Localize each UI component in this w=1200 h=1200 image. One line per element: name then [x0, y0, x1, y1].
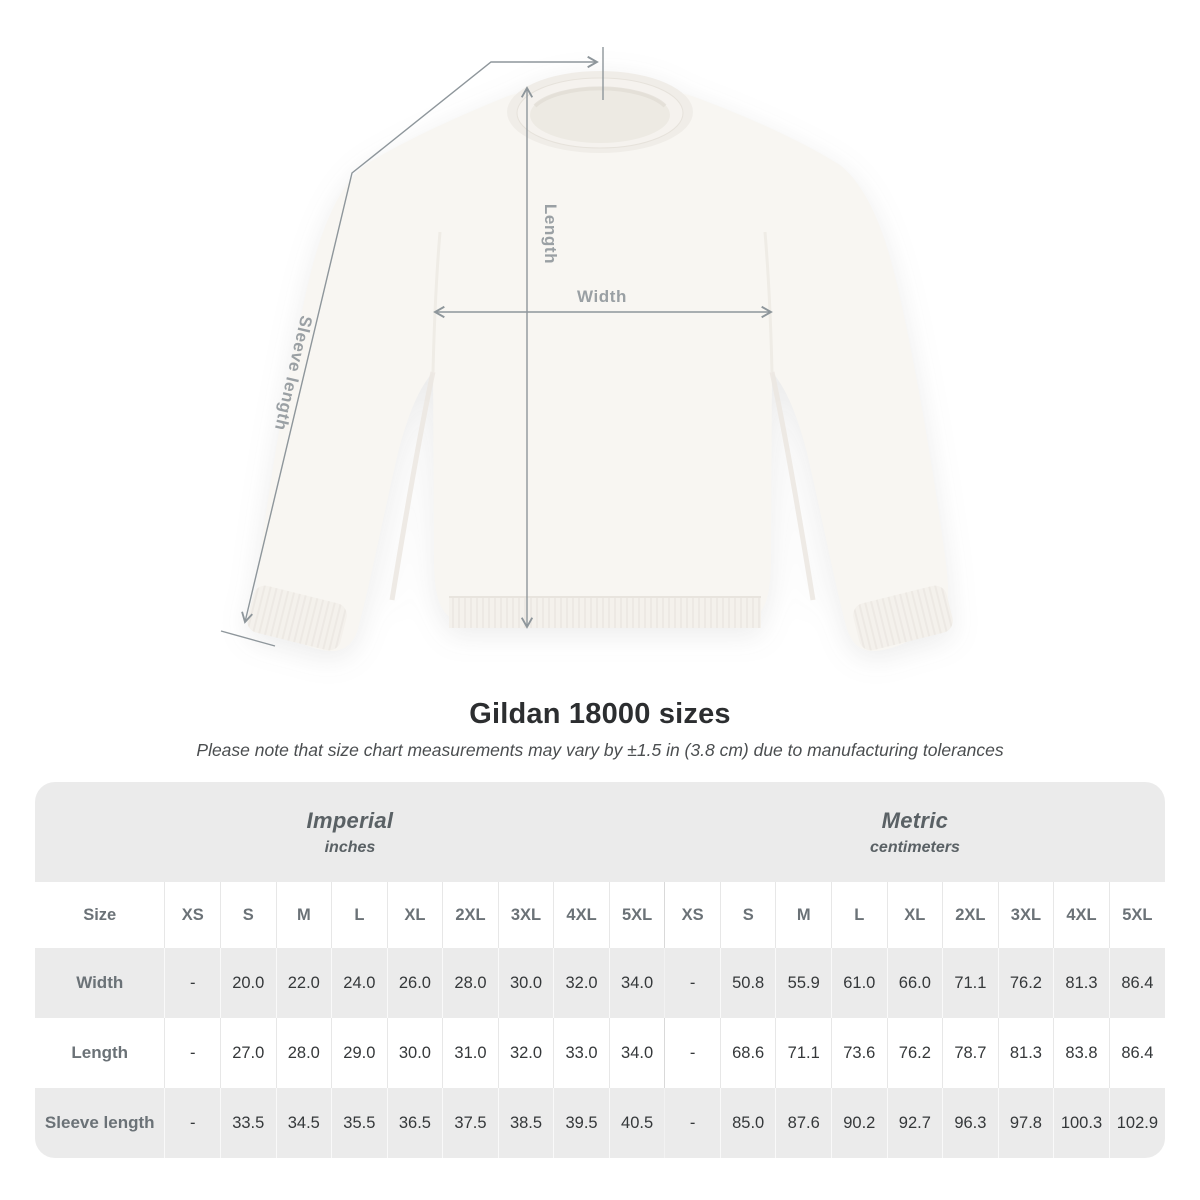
width-metric-5xl: 86.4: [1109, 948, 1165, 1018]
metric-size-3xl: 3XL: [998, 882, 1054, 948]
sleeve-metric-2xl: 96.3: [943, 1088, 999, 1158]
sleeve-metric-xs: -: [665, 1088, 721, 1158]
metric-group-unit: centimeters: [870, 838, 960, 856]
sleeve-metric-5xl: 102.9: [1109, 1088, 1165, 1158]
length-imperial-5xl: 34.0: [609, 1018, 665, 1088]
collar: [507, 71, 693, 153]
length-label: Length: [541, 203, 560, 265]
length-metric-5xl: 86.4: [1109, 1018, 1165, 1088]
sleeve-metric-l: 90.2: [832, 1088, 888, 1158]
sleeve-metric-m: 87.6: [776, 1088, 832, 1158]
length-imperial-m: 28.0: [276, 1018, 332, 1088]
length-metric-s: 68.6: [720, 1018, 776, 1088]
imperial-group-header: [35, 782, 665, 882]
size-chart-table: [35, 782, 1165, 1158]
width-imperial-m: 22.0: [276, 948, 332, 1018]
sweatshirt-garment: [245, 71, 956, 653]
length-imperial-xs: -: [165, 1018, 221, 1088]
row-label-sleeve-length: Sleeve length: [35, 1088, 165, 1158]
imperial-size-2xl: 2XL: [443, 882, 499, 948]
length-metric-m: 71.1: [776, 1018, 832, 1088]
metric-size-4xl: 4XL: [1054, 882, 1110, 948]
metric-size-xs: XS: [665, 882, 721, 948]
size-column-header: Size: [35, 882, 165, 948]
width-imperial-xl: 26.0: [387, 948, 443, 1018]
width-imperial-3xl: 30.0: [498, 948, 554, 1018]
imperial-size-3xl: 3XL: [498, 882, 554, 948]
width-metric-s: 50.8: [720, 948, 776, 1018]
imperial-size-l: L: [332, 882, 388, 948]
sleeve-metric-xl: 92.7: [887, 1088, 943, 1158]
sleeve-metric-s: 85.0: [720, 1088, 776, 1158]
table-row-width: [35, 948, 1165, 1018]
imperial-size-xs: XS: [165, 882, 221, 948]
sleeve-imperial-4xl: 39.5: [554, 1088, 610, 1158]
width-metric-2xl: 71.1: [943, 948, 999, 1018]
sleeve-length-label: Sleeve length: [270, 313, 316, 433]
sleeve-imperial-xs: -: [165, 1088, 221, 1158]
row-label-width: Width: [35, 948, 165, 1018]
imperial-group-unit: inches: [324, 838, 376, 856]
width-imperial-l: 24.0: [332, 948, 388, 1018]
metric-size-5xl: 5XL: [1109, 882, 1165, 948]
table-row-length: [35, 1018, 1165, 1088]
width-metric-3xl: 76.2: [998, 948, 1054, 1018]
width-metric-l: 61.0: [832, 948, 888, 1018]
sleeve-imperial-m: 34.5: [276, 1088, 332, 1158]
width-metric-xs: -: [665, 948, 721, 1018]
sleeve-imperial-5xl: 40.5: [609, 1088, 665, 1158]
length-imperial-3xl: 32.0: [498, 1018, 554, 1088]
length-metric-xl: 76.2: [887, 1018, 943, 1088]
sleeve-imperial-2xl: 37.5: [443, 1088, 499, 1158]
imperial-size-m: M: [276, 882, 332, 948]
imperial-group-name: Imperial: [306, 807, 394, 833]
width-metric-m: 55.9: [776, 948, 832, 1018]
imperial-size-4xl: 4XL: [554, 882, 610, 948]
sleeve-imperial-s: 33.5: [221, 1088, 277, 1158]
metric-group-header: [665, 782, 1165, 882]
row-label-length: Length: [35, 1018, 165, 1088]
imperial-size-5xl: 5XL: [609, 882, 665, 948]
sleeve-imperial-l: 35.5: [332, 1088, 388, 1158]
sleeve-imperial-3xl: 38.5: [498, 1088, 554, 1158]
page-title: Gildan 18000 sizes: [469, 698, 731, 730]
width-imperial-s: 20.0: [221, 948, 277, 1018]
sleeve-metric-4xl: 100.3: [1054, 1088, 1110, 1158]
length-metric-xs: -: [665, 1018, 721, 1088]
imperial-size-xl: XL: [387, 882, 443, 948]
length-imperial-l: 29.0: [332, 1018, 388, 1088]
length-imperial-4xl: 33.0: [554, 1018, 610, 1088]
metric-group-name: Metric: [881, 807, 949, 833]
width-imperial-4xl: 32.0: [554, 948, 610, 1018]
length-metric-l: 73.6: [832, 1018, 888, 1088]
sweatshirt-body: [257, 86, 948, 652]
imperial-size-s: S: [221, 882, 277, 948]
tolerance-note: Please note that size chart measurements may vary by ±1.5 in (3.8 cm) due to manufacturing tolerances: [196, 740, 1004, 760]
width-imperial-2xl: 28.0: [443, 948, 499, 1018]
width-label: Width: [576, 287, 628, 306]
sleeve-imperial-xl: 36.5: [387, 1088, 443, 1158]
width-imperial-xs: -: [165, 948, 221, 1018]
width-imperial-5xl: 34.0: [609, 948, 665, 1018]
metric-size-s: S: [720, 882, 776, 948]
size-chart-card: [35, 782, 1165, 1158]
width-metric-4xl: 81.3: [1054, 948, 1110, 1018]
length-metric-4xl: 83.8: [1054, 1018, 1110, 1088]
length-imperial-2xl: 31.0: [443, 1018, 499, 1088]
length-metric-2xl: 78.7: [943, 1018, 999, 1088]
table-row-sleeve-length: [35, 1088, 1165, 1158]
unit-band-row: [35, 782, 1165, 882]
hem-band: [449, 597, 761, 628]
sleeve-metric-3xl: 97.8: [998, 1088, 1054, 1158]
size-header-row: [35, 882, 1165, 948]
metric-size-m: M: [776, 882, 832, 948]
length-imperial-s: 27.0: [221, 1018, 277, 1088]
width-metric-xl: 66.0: [887, 948, 943, 1018]
metric-size-xl: XL: [887, 882, 943, 948]
metric-size-l: L: [832, 882, 888, 948]
metric-size-2xl: 2XL: [943, 882, 999, 948]
length-imperial-xl: 30.0: [387, 1018, 443, 1088]
length-metric-3xl: 81.3: [998, 1018, 1054, 1088]
